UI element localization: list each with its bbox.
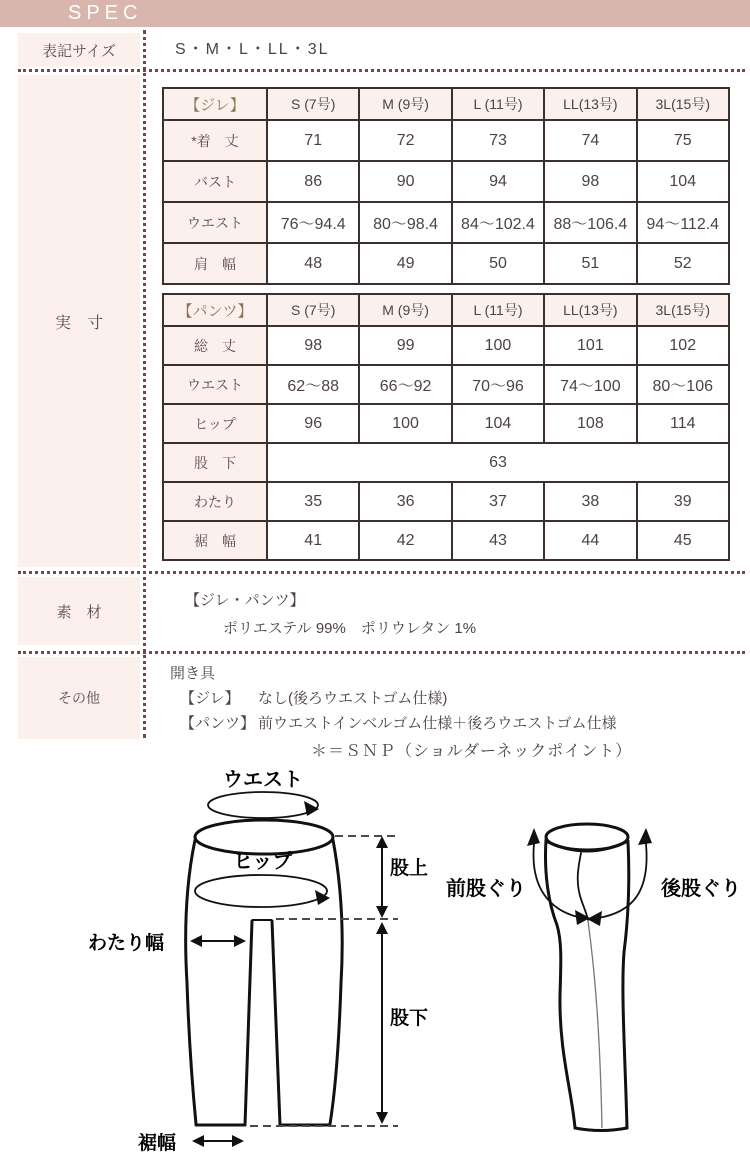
measurement-cell: 100	[452, 326, 544, 365]
measurement-cell: 84～102.4	[452, 202, 544, 243]
left-outer-seam	[186, 840, 196, 1124]
pants-side-crotch-diagram	[440, 790, 750, 1170]
measurement-cell: 66～92	[359, 365, 451, 404]
waist-label: ウエスト	[223, 769, 303, 791]
crease-line	[588, 921, 602, 1128]
measurement-cell: 98	[267, 326, 359, 365]
side-front-seam	[545, 840, 575, 1128]
back-crotch-arrow	[598, 844, 647, 918]
measurement-cell: 75	[637, 120, 729, 161]
right-outer-seam	[330, 840, 342, 1124]
measurement-cell: 48	[267, 243, 359, 284]
hem-width-label: 裾幅	[138, 1133, 177, 1154]
hip-label: ヒップ	[233, 851, 293, 873]
inseam-arrow-up-icon	[376, 922, 388, 934]
hip-girth-arrow	[195, 875, 327, 907]
side-back-seam	[623, 842, 629, 1128]
dotted-divider	[18, 571, 745, 574]
measurement-row	[163, 326, 729, 365]
hem-arrow-left-icon	[192, 1135, 204, 1147]
measurement-row	[163, 120, 729, 161]
back-crotch-label: 後股ぐり	[661, 878, 741, 900]
size-header-cell: 3L(15号)	[637, 88, 729, 120]
dotted-divider	[18, 69, 745, 72]
measurement-cell: 80～98.4	[359, 202, 451, 243]
front-crotch-arrow-up-icon	[527, 828, 540, 846]
size-header-cell: S (7号)	[267, 294, 359, 326]
size-notation-label: 表記サイズ	[18, 33, 140, 67]
row-label-cell: 総 丈	[163, 326, 267, 365]
row-label-cell: ウエスト	[163, 365, 267, 404]
material-composition: ポリエステル 99% ポリウレタン 1%	[223, 620, 477, 637]
size-header-cell: L (11号)	[452, 88, 544, 120]
measurement-cell: 104	[452, 404, 544, 443]
back-crotch-arrow-up-icon	[638, 828, 652, 845]
row-label-cell: 裾 幅	[163, 521, 267, 560]
measurement-row	[163, 443, 729, 482]
table-title-cell: 【パンツ】	[163, 294, 267, 326]
opening-heading: 開き具	[170, 665, 216, 682]
inseam-arrow-down-icon	[376, 1112, 388, 1124]
measurement-cell: 74～100	[544, 365, 636, 404]
measurement-cell: 86	[267, 161, 359, 202]
measurement-cell: 37	[452, 482, 544, 521]
snp-footnote: ＊＝ＳＮＰ（ショルダーネックポイント）	[311, 743, 633, 760]
row-label-cell: 股 下	[163, 443, 267, 482]
measurement-row	[163, 202, 729, 243]
measurement-cell: 44	[544, 521, 636, 560]
front-crotch-arrow	[533, 844, 578, 917]
row-label-cell: わたり	[163, 482, 267, 521]
thigh-arrow-right-icon	[234, 935, 246, 947]
measurement-cell: 62～88	[267, 365, 359, 404]
measurement-cell: 99	[359, 326, 451, 365]
waist-girth-arrow	[208, 792, 318, 818]
size-header-cell: M (9号)	[359, 294, 451, 326]
gilet-size-table	[162, 87, 730, 285]
measurement-cell: 49	[359, 243, 451, 284]
measurement-cell: 39	[637, 482, 729, 521]
opening-pants-line: 【パンツ】 前ウエストインベルゴム仕様＋後ろウエストゴム仕様	[180, 715, 617, 732]
fly-curve	[578, 853, 588, 920]
waistband-outline	[195, 820, 333, 854]
row-label-cell: ウエスト	[163, 202, 267, 243]
measurement-cell: 98	[544, 161, 636, 202]
size-header-cell: 3L(15号)	[637, 294, 729, 326]
back-crotch-arrow-in-icon	[587, 911, 602, 926]
measurement-cell: 63	[267, 443, 729, 482]
rise-label: 股上	[390, 858, 429, 879]
measurement-cell: 96	[267, 404, 359, 443]
measurement-cell: 70～96	[452, 365, 544, 404]
inseam-label: 股下	[390, 1008, 429, 1029]
thigh-arrow-left-icon	[190, 935, 202, 947]
size-header-cell: S (7号)	[267, 88, 359, 120]
hem-arrow-right-icon	[232, 1135, 244, 1147]
other-content	[170, 661, 617, 736]
measurement-cell: 35	[267, 482, 359, 521]
measurement-cell: 94	[452, 161, 544, 202]
measurement-cell: 50	[452, 243, 544, 284]
material-heading: 【ジレ・パンツ】	[185, 592, 305, 609]
measurement-cell: 74	[544, 120, 636, 161]
spec-title: SPEC	[68, 2, 143, 24]
row-label-cell: バスト	[163, 161, 267, 202]
measurement-cell: 80～106	[637, 365, 729, 404]
row-label-cell: *着 丈	[163, 120, 267, 161]
dotted-vertical-divider	[143, 30, 146, 738]
measurement-cell: 104	[637, 161, 729, 202]
measurement-cell: 36	[359, 482, 451, 521]
measurement-row	[163, 521, 729, 560]
pants-front-measurement-diagram	[80, 758, 440, 1170]
spec-header	[0, 0, 750, 27]
size-header-cell: M (9号)	[359, 88, 451, 120]
measurement-row	[163, 482, 729, 521]
measurement-cell: 45	[637, 521, 729, 560]
material-content	[185, 587, 476, 643]
pants-size-table	[162, 293, 730, 561]
size-header-cell: LL(13号)	[544, 88, 636, 120]
side-hem-line	[575, 1128, 627, 1131]
measurement-cell: 76～94.4	[267, 202, 359, 243]
measurement-row	[163, 161, 729, 202]
measurement-cell: 38	[544, 482, 636, 521]
size-header-cell: L (11号)	[452, 294, 544, 326]
measurement-cell: 72	[359, 120, 451, 161]
rise-arrow-up-icon	[376, 836, 388, 848]
row-label-cell: ヒップ	[163, 404, 267, 443]
table-title-cell: 【ジレ】	[163, 88, 267, 120]
measurement-cell: 73	[452, 120, 544, 161]
measurement-cell: 108	[544, 404, 636, 443]
actual-size-label: 実 寸	[18, 75, 140, 567]
measurement-cell: 114	[637, 404, 729, 443]
side-waistband-line	[546, 841, 628, 851]
measurement-cell: 94～112.4	[637, 202, 729, 243]
size-header-cell: LL(13号)	[544, 294, 636, 326]
left-inner-seam	[245, 921, 252, 1125]
measurement-cell: 51	[544, 243, 636, 284]
measurement-row	[163, 243, 729, 284]
measurement-cell: 102	[637, 326, 729, 365]
row-label-cell: 肩 幅	[163, 243, 267, 284]
measurement-cell: 71	[267, 120, 359, 161]
other-label: その他	[18, 657, 140, 739]
dotted-divider	[18, 651, 745, 654]
thigh-width-label: わたり幅	[88, 933, 165, 954]
right-inner-seam	[272, 921, 280, 1125]
opening-gilet-line: 【ジレ】 なし(後ろウエストゴム仕様)	[180, 690, 448, 707]
measurement-cell: 42	[359, 521, 451, 560]
measurement-cell: 101	[544, 326, 636, 365]
measurement-cell: 41	[267, 521, 359, 560]
rise-arrow-down-icon	[376, 906, 388, 918]
front-crotch-label: 前股ぐり	[446, 878, 526, 900]
measurement-row	[163, 365, 729, 404]
measurement-cell: 43	[452, 521, 544, 560]
size-notation-value: S・M・L・LL・3L	[175, 41, 330, 58]
measurement-cell: 52	[637, 243, 729, 284]
material-label: 素 材	[18, 577, 140, 645]
measurement-cell: 90	[359, 161, 451, 202]
measurement-row	[163, 404, 729, 443]
measurement-cell: 100	[359, 404, 451, 443]
measurement-cell: 88～106.4	[544, 202, 636, 243]
